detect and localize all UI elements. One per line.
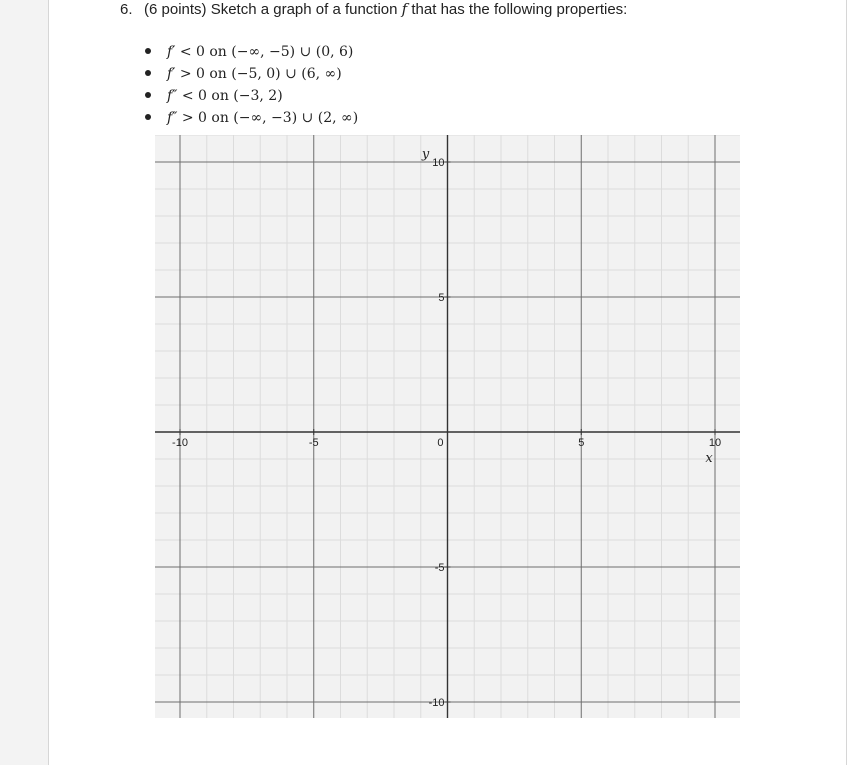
property-symbol: f′	[167, 44, 176, 60]
coordinate-grid[interactable]	[155, 135, 740, 718]
property-item	[145, 106, 358, 128]
y-tick-label: 10	[432, 157, 445, 169]
property-text: < 0 on (−3, 2)	[177, 88, 283, 104]
property-text: < 0 on (−∞, −5) ∪ (0, 6)	[175, 44, 354, 60]
function-symbol: f	[401, 0, 408, 18]
question-text-after: that has the following properties:	[407, 1, 628, 18]
y-tick-label: -10	[428, 697, 445, 709]
property-item	[145, 40, 358, 62]
question-text	[120, 0, 627, 19]
x-tick-label: 5	[578, 437, 585, 449]
y-axis-label: y	[421, 147, 430, 162]
property-text: > 0 on (−5, 0) ∪ (6, ∞)	[175, 66, 342, 82]
y-tick-label: 5	[438, 292, 445, 304]
x-tick-label: 0	[437, 437, 444, 449]
property-symbol: f′	[167, 66, 176, 82]
property-text: > 0 on (−∞, −3) ∪ (2, ∞)	[177, 110, 359, 126]
property-symbol: f″	[167, 110, 178, 126]
properties-list	[145, 40, 358, 128]
property-symbol: f″	[167, 88, 178, 104]
x-tick-label: 10	[708, 437, 722, 449]
question-text-before: (6 points) Sketch a graph of a function	[144, 1, 402, 18]
property-item	[145, 84, 358, 106]
x-tick-label: -10	[172, 437, 188, 449]
property-item	[145, 62, 358, 84]
x-axis-label: x	[705, 451, 713, 466]
question-number: 6.	[120, 1, 133, 18]
x-tick-label: -5	[308, 437, 319, 449]
page-left-margin	[0, 0, 49, 765]
y-tick-label: -5	[434, 562, 445, 574]
